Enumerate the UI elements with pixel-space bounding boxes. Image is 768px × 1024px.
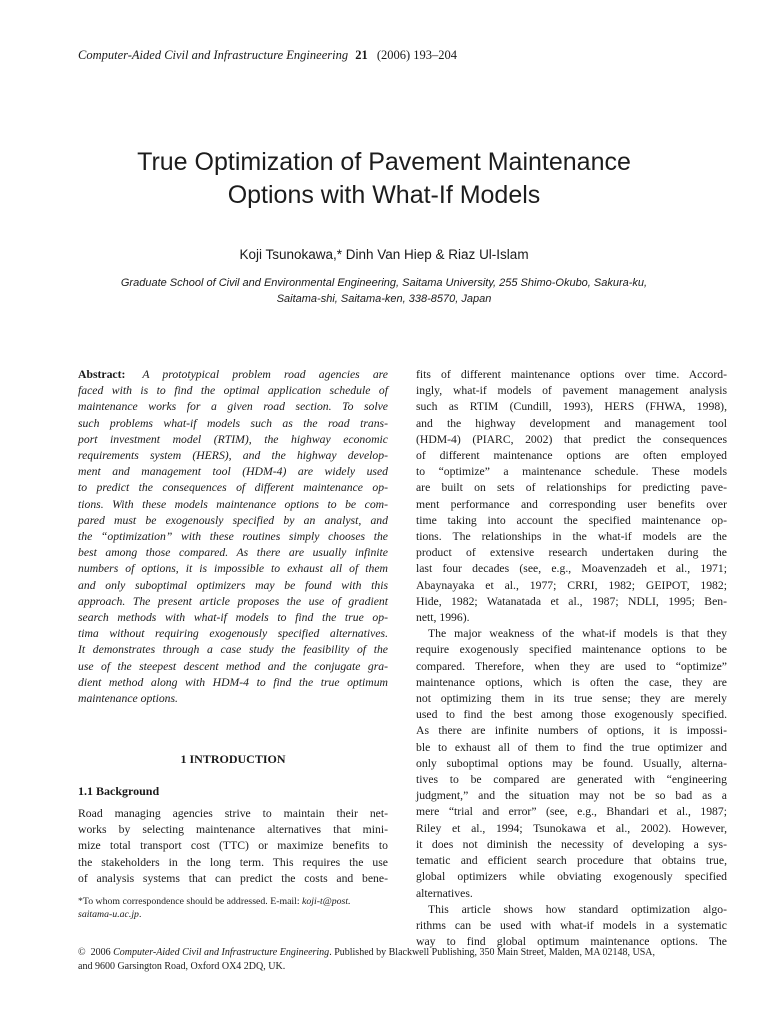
text-line: are built on sets of relationships for predicting pave- <box>416 481 727 495</box>
affiliation-line: Saitama-shi, Saitama-ken, 338-8570, Japan <box>276 293 492 305</box>
text-line: it does not diminish the necessity of developing a sys- <box>416 837 727 851</box>
text-line: ment and management tool (HDM-4) are widely used <box>78 465 388 479</box>
paragraph-3 <box>416 902 727 951</box>
footnote-text: *To whom correspondence should be addressed. E-mail: <box>78 896 300 907</box>
paper-title <box>0 146 768 212</box>
text-line: the stakeholders in the long term. This requires the use <box>78 855 388 869</box>
text-line: to predict the consequences of different maintenance op- <box>78 481 388 495</box>
footnote-end: . <box>138 908 142 920</box>
intro-paragraph <box>78 806 388 887</box>
text-line: This article shows how standard optimization algo- <box>428 902 727 916</box>
text-line: Riley et al., 1994; Tsunokawa et al., 2002). However, <box>416 821 727 835</box>
text-line: tions. The relationships in the what-if models are the <box>416 530 727 544</box>
text-line: maintenance options, which is often the case, they are <box>416 675 727 689</box>
text-line: Hide, 1982; Watanatada et al., 1987; NDLI, 1995; Ben- <box>416 594 727 608</box>
affiliation <box>90 275 678 307</box>
journal-volume: 21 <box>355 48 368 62</box>
text-line: of analysis systems that can predict the costs and bene- <box>78 871 388 885</box>
text-line: use of the steepest descent method and the conjugate gra- <box>78 659 388 673</box>
copyright-year: 2006 <box>90 947 111 958</box>
abstract-first-line <box>78 367 388 383</box>
abstract-label: Abstract: <box>78 368 126 381</box>
text-line: nett, 1996). <box>416 611 470 625</box>
text-line: tima without requiring exogenously specified alternatives. <box>78 627 388 641</box>
subsection-heading: 1.1 Background <box>78 784 160 798</box>
text-line: compared. Therefore, when they are used to “optimize” <box>416 659 727 673</box>
copyright-notice <box>78 946 698 973</box>
text-line: such as RTIM (Cundill, 1993), HERS (FHWA, 1998), <box>416 400 727 414</box>
text-line: product of extensive research undertaken during the <box>416 546 727 560</box>
section-heading: 1 INTRODUCTION <box>180 752 286 766</box>
text-line: maintenance works for a given road section. To solve <box>78 400 388 414</box>
text-line: faced with is to find the optimal application schedule of <box>78 384 388 398</box>
text-line: Abaynayaka et al., 1977; CRRI, 1982; GEIPOT, 1982; <box>416 578 727 592</box>
text-line: mere “trial and error” (see, e.g., Bhandari et al., 1987; <box>416 805 727 819</box>
text-line: numbers of options, it is impossible to exhaust all of them <box>78 562 388 576</box>
text-line: time taking into account the specified maintenance op- <box>416 513 727 527</box>
copyright-address: and 9600 Garsington Road, Oxford OX4 2DQ, UK. <box>78 960 286 972</box>
text-line: ment performance and corresponding user benefits over <box>416 497 727 511</box>
text-line: ble to exhaust all of them to find the true optimizer and <box>416 740 727 754</box>
text-line: alternatives. <box>416 886 473 900</box>
text-line: to “optimize” a maintenance schedule. These models <box>416 465 727 479</box>
text-line: judgment,” and the situation may not be so bad as a <box>416 789 727 803</box>
journal-header <box>78 48 457 63</box>
text-line: pared must be exogenously specified by an analyst, and <box>78 513 388 527</box>
text-line: As there are infinite numbers of options, it is impossi- <box>416 724 727 738</box>
text-line: ingly, what-if models of pavement management analysis <box>416 384 727 398</box>
text-line: not optimizing them in its true sense; they are merely <box>416 692 727 706</box>
text-line: and the highway development and management tool <box>416 416 727 430</box>
text-line: port investment model (RTIM), the highway economic <box>78 432 388 446</box>
text-line: maintenance options. <box>78 692 178 706</box>
affiliation-line: Graduate School of Civil and Environmental Engineering, Saitama University, 255 Shimo-Okubo, Sakura-ku, <box>120 277 648 289</box>
text-line: It demonstrates through a case study the feasibility of the <box>78 643 388 657</box>
abstract-first-text: A prototypical problem road agencies are <box>142 368 388 381</box>
right-column <box>416 367 727 950</box>
text-line: best among those compared. As there are usually infinite <box>78 546 388 560</box>
title-line: True Optimization of Pavement Maintenance <box>137 148 631 176</box>
text-line: of different maintenance options are often employed <box>416 449 727 463</box>
text-line: the “optimization” with these routines simply chooses the <box>78 530 388 544</box>
text-line: (HDM-4) (PIARC, 2002) that predict the consequences <box>416 432 727 446</box>
footnote-email-2[interactable]: saitama-u.ac.jp <box>78 908 139 920</box>
journal-name: Computer-Aided Civil and Infrastructure Engineering <box>78 48 349 62</box>
text-line: way to find global optimum maintenance options. The <box>416 935 727 949</box>
text-line: last four decades (see, e.g., Moavenzadeh et al., 1971; <box>416 562 727 576</box>
authors: Koji Tsunokawa,* Dinh Van Hiep & Riaz Ul-Islam <box>239 247 529 262</box>
copyright-publisher: . Published by Blackwell Publishing, 350 Main Street, Malden, MA 02148, USA, <box>329 947 656 958</box>
text-line: search methods with what-if models to find the true op- <box>78 611 388 625</box>
text-line: used to find the best among those exogenously specified. <box>416 708 727 722</box>
paragraph-1 <box>416 367 727 626</box>
text-line: The major weakness of the what-if models is that they <box>428 627 727 641</box>
text-line: global optimizers while obviating exogenously specified <box>416 870 727 884</box>
text-line: rithms can be used with what-if models in a systematic <box>416 918 727 932</box>
footnote <box>78 896 388 921</box>
journal-year-pages: (2006) 193–204 <box>376 48 458 62</box>
text-line: require exogenously specified maintenance options to be <box>416 643 727 657</box>
copyright-symbol: © <box>78 947 86 958</box>
text-line: tives to be compared are generated with “engineering <box>416 773 727 787</box>
footnote-email-1[interactable]: koji-t@post. <box>302 896 351 907</box>
text-line: tematic and efficient search procedure that obtains true, <box>416 854 727 868</box>
text-line: and only suboptimal optimizers may be found with this <box>78 578 388 592</box>
text-line: only suboptimal options may be found. Usually, alterna- <box>416 756 727 770</box>
text-line: approach. The present article proposes the use of gradient <box>78 594 388 608</box>
abstract <box>78 367 388 707</box>
text-line: Road managing agencies strive to maintain their net- <box>78 807 388 820</box>
text-line: works by selecting maintenance alternatives that mini- <box>78 823 388 837</box>
text-line: mize total transport cost (TTC) or maximize benefits to <box>78 839 388 853</box>
abstract-body <box>78 383 388 707</box>
text-line: such problems what-if models such as the road trans- <box>78 416 388 430</box>
text-line: requirements system (HERS), and the highway develop- <box>78 449 388 463</box>
text-line: tions. With these models maintenance options to be com- <box>78 497 388 511</box>
title-line: Options with What-If Models <box>227 181 541 209</box>
text-line: dient method along with HDM-4 to find the true optimum <box>78 675 388 689</box>
paragraph-2 <box>416 626 727 901</box>
text-line: fits of different maintenance options over time. Accord- <box>416 368 727 381</box>
copyright-journal: Computer-Aided Civil and Infrastructure Engineering <box>113 947 330 958</box>
